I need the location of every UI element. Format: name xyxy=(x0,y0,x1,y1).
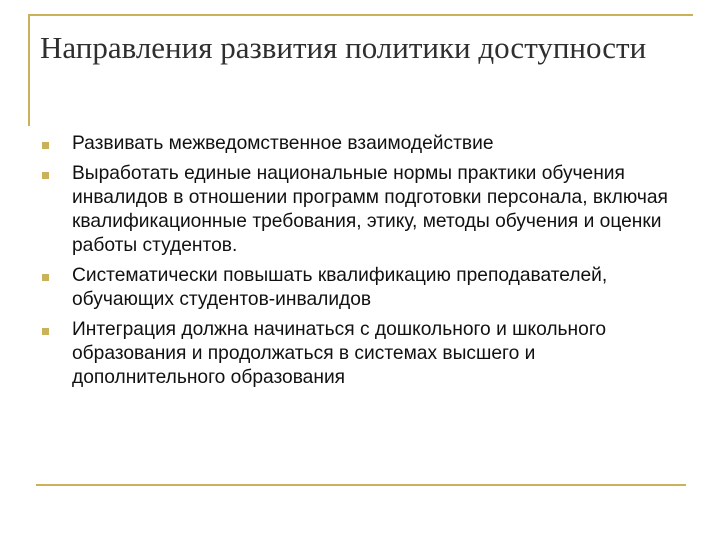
list-item xyxy=(42,162,682,258)
square-bullet-icon xyxy=(42,274,49,281)
square-bullet-icon xyxy=(42,328,49,335)
square-bullet-icon xyxy=(42,142,49,149)
bullet-text: Выработать единые национальные нормы практики обучения инвалидов в отношении программ подготовки персонала, включая квалификационные требования, этику, методы обучения и оценки работы студентов. xyxy=(72,163,668,256)
list-item xyxy=(42,132,682,156)
bullet-list xyxy=(42,132,682,396)
top-rule xyxy=(28,14,693,16)
bullet-text: Интеграция должна начинаться с дошкольного и школьного образования и продолжаться в системах высшего и дополнительного образования xyxy=(72,319,607,388)
slide-title: Направления развития политики доступности xyxy=(40,30,647,65)
square-bullet-icon xyxy=(42,172,49,179)
list-item xyxy=(42,318,682,390)
bottom-rule xyxy=(36,484,686,486)
left-rule xyxy=(28,14,30,126)
bullet-text: Систематически повышать квалификацию преподавателей, обучающих студентов-инвалидов xyxy=(72,265,608,310)
bullet-text: Развивать межведомственное взаимодействие xyxy=(72,133,494,154)
list-item xyxy=(42,264,682,312)
